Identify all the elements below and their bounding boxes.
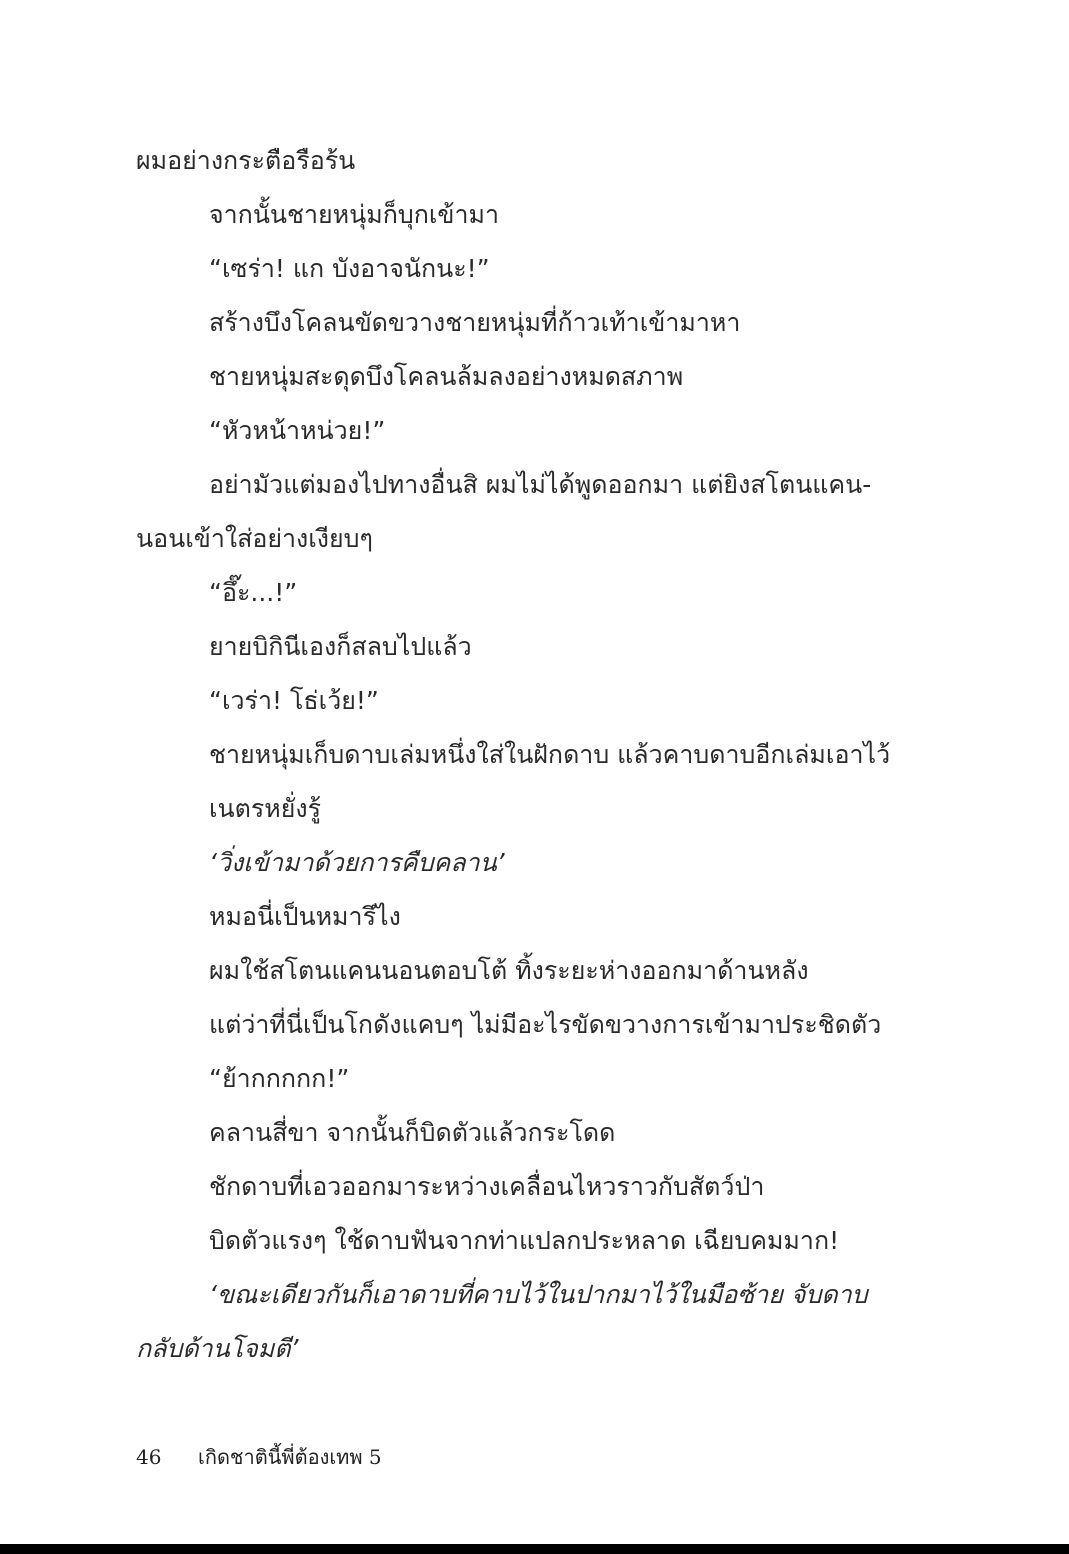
paragraph-line: คลานสี่ขา จากนั้นก็บิดตัวแล้วกระโดด [209, 1118, 616, 1147]
page-number: 46 [136, 1445, 162, 1469]
paragraph-line: นอนเข้าใส่อย่างเงียบๆ [136, 524, 373, 553]
dialogue-line: “ย้ากกกกก!” [209, 1064, 350, 1093]
dialogue-line: “เวร่า! โธ่เว้ย!” [209, 686, 379, 715]
paragraph-line: ชายหนุ่มสะดุดบึงโคลนล้มลงอย่างหมดสภาพ [209, 362, 684, 391]
paragraph-line: หมอนี่เป็นหมารึไง [209, 902, 401, 931]
thought-line: กลับด้านโจมตี’ [136, 1334, 299, 1363]
paragraph-line: ยายบิกินีเองก็สลบไปแล้ว [209, 632, 472, 661]
dialogue-line: “อึ๊ะ...!” [209, 578, 298, 607]
paragraph-line: แต่ว่าที่นี่เป็นโกดังแคบๆ ไม่มีอะไรขัดขวางการเข้ามาประชิดตัว [209, 1010, 882, 1039]
paragraph-line: จากนั้นชายหนุ่มก็บุกเข้ามา [209, 200, 500, 229]
bottom-edge-bar [0, 1544, 1069, 1554]
paragraph-line: เนตรหยั่งรู้ [209, 794, 322, 823]
dialogue-line: “หัวหน้าหน่วย!” [209, 416, 386, 445]
paragraph-line: อย่ามัวแต่มองไปทางอื่นสิ ผมไม่ได้พูดออกมา แต่ยิงสโตนแคน- [209, 470, 872, 499]
page-footer [136, 1442, 382, 1472]
paragraph-line: บิดตัวแรงๆ ใช้ดาบฟันจากท่าแปลกประหลาด เฉียบคมมาก! [209, 1226, 840, 1255]
paragraph-line: ผมอย่างกระตือรือร้น [136, 146, 356, 175]
book-title: เกิดชาตินี้พี่ต้องเทพ 5 [198, 1445, 382, 1469]
paragraph-line: ผมใช้สโตนแคนนอนตอบโต้ ทิ้งระยะห่างออกมาด้านหลัง [209, 956, 809, 985]
thought-line: ‘วิ่งเข้ามาด้วยการคืบคลาน’ [209, 848, 505, 877]
paragraph-line: สร้างบึงโคลนขัดขวางชายหนุ่มที่ก้าวเท้าเข้ามาหา [209, 308, 741, 337]
dialogue-line: “เซร่า! แก บังอาจนักนะ!” [209, 254, 490, 283]
thought-line: ‘ขณะเดียวกันก็เอาดาบที่คาบไว้ในปากมาไว้ในมือซ้าย จับดาบ [209, 1280, 868, 1309]
paragraph-line: ชักดาบที่เอวออกมาระหว่างเคลื่อนไหวราวกับสัตว์ป่า [209, 1172, 765, 1201]
paragraph-line: ชายหนุ่มเก็บดาบเล่มหนึ่งใส่ในฝักดาบ แล้วคาบดาบอีกเล่มเอาไว้ [209, 740, 891, 769]
